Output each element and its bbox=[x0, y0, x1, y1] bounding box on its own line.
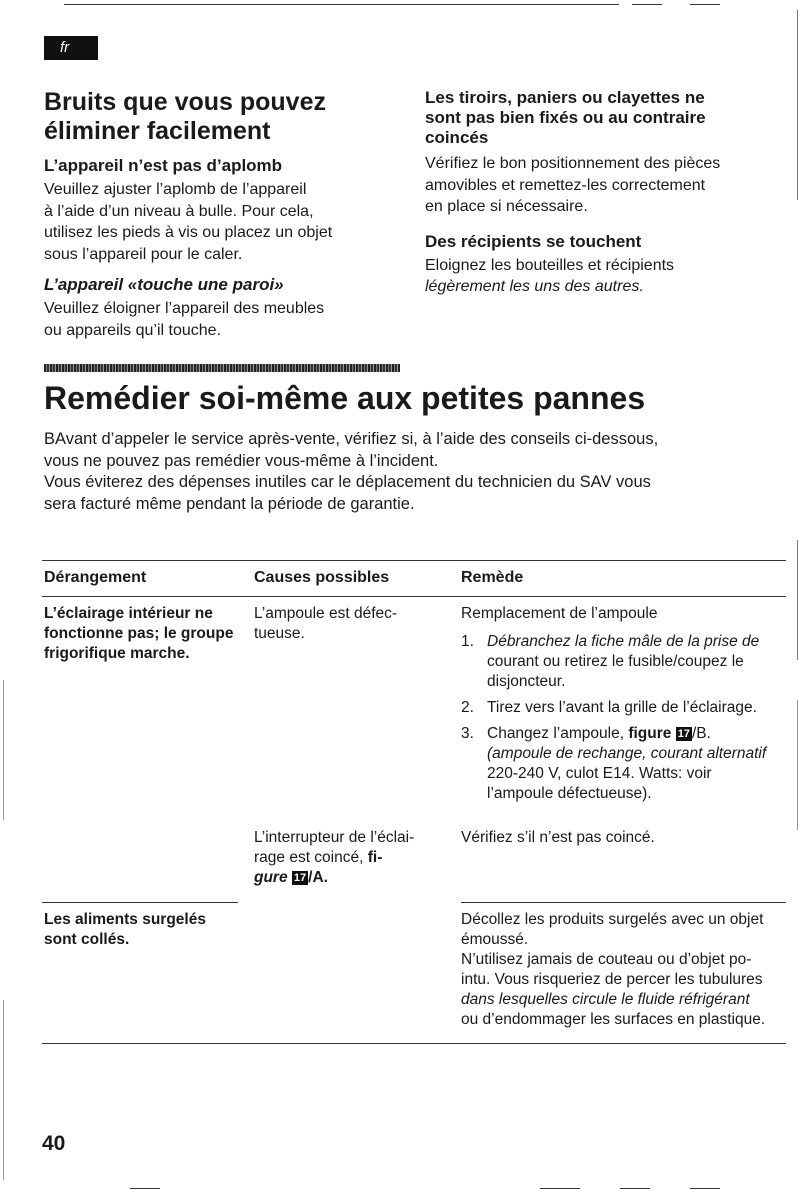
row1-cause1-line: L’ampoule est défec- bbox=[254, 605, 398, 622]
intro-line: vous ne pouvez pas remédier vous-même à l’incident. bbox=[44, 451, 439, 470]
bottom-rule bbox=[130, 1188, 160, 1189]
bottom-rule bbox=[690, 1188, 720, 1189]
step-number: 1. bbox=[461, 633, 474, 650]
section1-right bbox=[425, 88, 785, 298]
header-problem: Dérangement bbox=[44, 569, 147, 586]
row1-cause2 bbox=[254, 828, 454, 888]
intro-line: Vous éviterez des dépenses inutiles car le déplacement du technicien du SAV vous bbox=[44, 473, 651, 491]
section-divider-bar bbox=[44, 364, 400, 372]
scan-edge-mark bbox=[797, 10, 798, 200]
step-1-text bbox=[487, 632, 786, 692]
sub3-title-line: sont pas bien fixés ou au contraire bbox=[425, 108, 706, 127]
bottom-rule bbox=[620, 1188, 650, 1189]
section1-title-line1: Bruits que vous pouvez bbox=[44, 88, 326, 116]
sub1-line: utilisez les pieds à vis ou placez un objet bbox=[44, 224, 333, 241]
sub3-line: amovibles et remettez-les correctement bbox=[425, 176, 706, 194]
scan-edge-mark bbox=[797, 700, 798, 830]
step-number: 2. bbox=[461, 699, 474, 716]
step-3-prefix: Changez l’ampoule, bbox=[487, 725, 629, 742]
step-line: 220-240 V, culot E14. Watts: voir bbox=[487, 765, 712, 782]
figure-suffix: /A. bbox=[308, 869, 328, 886]
remedy-intro: Remplacement de l’ampoule bbox=[461, 605, 658, 622]
remedy-line: ou d’endommager les surfaces en plastique. bbox=[461, 1011, 766, 1028]
row1-problem bbox=[44, 604, 249, 664]
row-rule bbox=[42, 902, 238, 903]
step-line: disjoncteur. bbox=[487, 673, 566, 690]
sub4-title: Des récipients se touchent bbox=[425, 231, 642, 251]
row2-problem-line: sont collés. bbox=[44, 931, 130, 948]
step-2-text: Tirez vers l’avant la grille de l’éclairage. bbox=[487, 699, 757, 716]
table-top-rule bbox=[42, 560, 786, 561]
row1-remedy2: Vérifiez s’il n’est pas coincé. bbox=[461, 829, 655, 846]
sub3-title-line: Les tiroirs, paniers ou clayettes ne bbox=[425, 88, 705, 107]
figure-number-badge: 17 bbox=[677, 728, 690, 740]
step-line: Débranchez la fiche mâle de la prise de bbox=[487, 633, 760, 650]
sub4-text bbox=[425, 255, 785, 298]
header-rule bbox=[42, 596, 786, 597]
sub3-line: en place si nécessaire. bbox=[425, 198, 588, 215]
scan-edge-mark bbox=[797, 540, 798, 660]
row2-remedy bbox=[461, 910, 786, 1030]
figure-ref: gure bbox=[254, 869, 288, 886]
header-causes: Causes possibles bbox=[254, 569, 390, 586]
intro-line: BAvant d’appeler le service après-vente, vérifiez si, à l’aide des conseils ci-dessous, bbox=[44, 430, 659, 448]
intro-line: sera facturé même pendant la période de garantie. bbox=[44, 494, 415, 513]
section2-intro bbox=[44, 429, 784, 515]
remedy-line: intu. Vous risqueriez de percer les tubulures bbox=[461, 971, 763, 988]
top-rule bbox=[64, 4, 619, 5]
step-line: l’ampoule défectueuse). bbox=[487, 785, 652, 802]
step-2 bbox=[461, 698, 786, 718]
step-3-text bbox=[487, 724, 786, 804]
remedy-line-italic: dans lesquelles circule le fluide réfrigérant bbox=[461, 991, 750, 1008]
cause2-line: L’interrupteur de l’éclai- bbox=[254, 829, 415, 846]
row2-problem-line: Les aliments surgelés bbox=[44, 911, 206, 928]
sub1-line: sous l’appareil pour le caler. bbox=[44, 245, 243, 263]
sub1-line: Veuillez ajuster l’aplomb de l’appareil bbox=[44, 181, 307, 198]
sub3-text bbox=[425, 153, 785, 218]
language-tag: fr bbox=[44, 36, 98, 60]
figure-number-badge: 17 bbox=[293, 872, 307, 884]
sub2-line: Veuillez éloigner l’appareil des meubles bbox=[44, 300, 325, 317]
step-1 bbox=[461, 632, 786, 692]
sub3-title bbox=[425, 88, 785, 148]
section1-left bbox=[44, 88, 394, 341]
page-number: 40 bbox=[42, 1132, 66, 1155]
remedy-line: Décollez les produits surgelés avec un objet bbox=[461, 911, 764, 928]
sub4-line-italic: légèrement les uns des autres. bbox=[425, 278, 644, 295]
sub3-line: Vérifiez le bon positionnement des pièces bbox=[425, 155, 721, 172]
row1-cause1-line: tueuse. bbox=[254, 625, 305, 642]
remedy-line: émoussé. bbox=[461, 931, 529, 948]
sub3-title-line: coincés bbox=[425, 128, 489, 147]
cause2-line: rage est coincé, bbox=[254, 849, 368, 866]
step-line: courant ou retirez le fusible/coupez le bbox=[487, 653, 744, 670]
row1-remedy bbox=[461, 604, 786, 804]
row2-problem bbox=[44, 910, 249, 950]
top-rule bbox=[632, 4, 662, 5]
step-3 bbox=[461, 724, 786, 804]
bottom-rule bbox=[540, 1188, 580, 1189]
top-rule bbox=[690, 4, 720, 5]
header-remedy: Remède bbox=[461, 569, 524, 586]
sub1-title: L’appareil n’est pas d’aplomb bbox=[44, 156, 283, 175]
sub2-text bbox=[44, 298, 394, 341]
step-number: 3. bbox=[461, 725, 474, 742]
sub1-line: à l’aide d’un niveau à bulle. Pour cela, bbox=[44, 202, 314, 220]
sub2-title: L’appareil «touche une paroi» bbox=[44, 275, 284, 294]
remedy-line: N’utilisez jamais de couteau ou d’objet po- bbox=[461, 951, 752, 968]
sub4-line: Eloignez les bouteilles et récipients bbox=[425, 256, 675, 274]
figure-suffix: /B. bbox=[691, 725, 711, 742]
table-bottom-rule bbox=[42, 1043, 786, 1044]
row1-cause1 bbox=[254, 604, 454, 644]
sub2-line: ou appareils qu’il touche. bbox=[44, 321, 222, 339]
step-line: (ampoule de rechange, courant alternatif bbox=[487, 745, 767, 762]
scan-edge-mark bbox=[3, 1000, 4, 1180]
row1-problem-line: fonctionne pas; le groupe bbox=[44, 625, 234, 642]
scan-edge-mark bbox=[3, 680, 4, 820]
sub1-text bbox=[44, 179, 394, 265]
figure-ref: fi- bbox=[367, 849, 383, 866]
section1-title-line2: éliminer facilement bbox=[44, 117, 271, 145]
section1-title bbox=[44, 88, 394, 146]
row-rule bbox=[461, 902, 786, 903]
section2-title: Remédier soi-même aux petites pannes bbox=[44, 380, 646, 416]
figure-ref: figure bbox=[628, 725, 672, 742]
row1-problem-line: L’éclairage intérieur ne bbox=[44, 605, 213, 622]
row1-problem-line: frigorifique marche. bbox=[44, 645, 190, 662]
